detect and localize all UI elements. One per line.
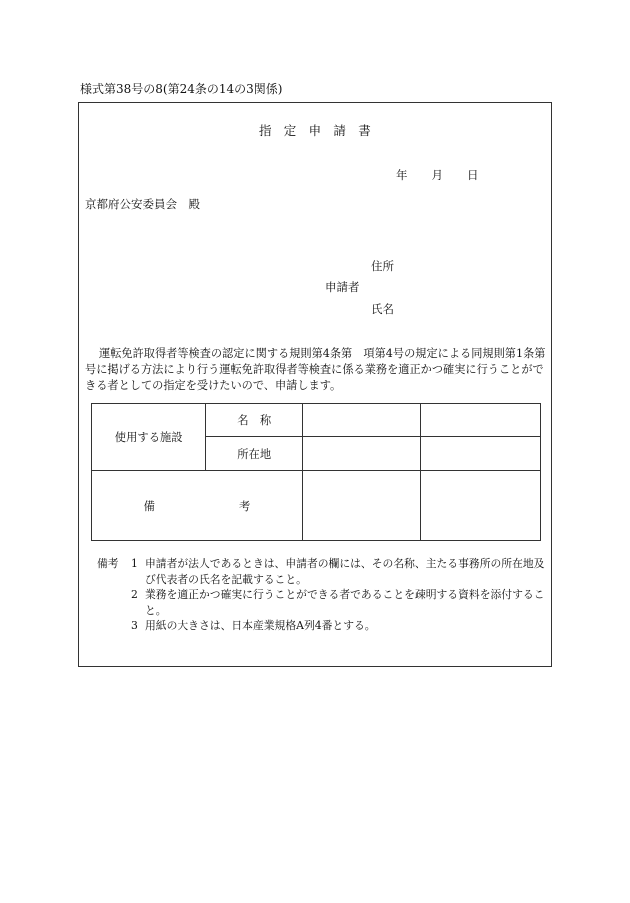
form-frame — [78, 102, 557, 667]
facility-location-field-1[interactable] — [302, 437, 420, 471]
remarks-label-right: 考 — [238, 499, 251, 513]
title-char: 定 — [283, 123, 297, 138]
facility-name-field-2[interactable] — [420, 404, 540, 437]
address-label: 住所 — [371, 259, 394, 273]
remarks-field-1[interactable] — [302, 471, 420, 541]
note-number: 1 — [131, 557, 138, 570]
note-text: 申請者が法人であるときは、申請者の欄には、その名称、主たる事務所の所在地及び代表者の氏名を記載すること。 — [145, 557, 545, 586]
date-line — [396, 167, 479, 183]
note-text: 用紙の大きさは、日本産業規格A列4番とする。 — [145, 619, 376, 632]
note-text: 業務を適正かつ確実に行うことができる者であることを疎明する資料を添付すること。 — [145, 588, 545, 617]
facility-group-label: 使用する施設 — [92, 404, 206, 471]
title-char: 書 — [358, 123, 372, 138]
facility-location-label: 所在地 — [206, 437, 303, 471]
facility-name-field-1[interactable] — [302, 404, 420, 437]
note-number: 3 — [131, 619, 138, 632]
facility-table — [91, 403, 541, 541]
title-char: 請 — [333, 123, 347, 138]
date-month: 月 — [431, 168, 443, 182]
notes-heading: 備考 — [97, 557, 119, 570]
note-item — [97, 618, 549, 634]
remarks-label — [92, 471, 303, 541]
date-year: 年 — [396, 168, 408, 182]
title-char: 指 — [258, 123, 272, 138]
form-number: 様式第38号の8(第24条の14の3関係) — [80, 82, 283, 96]
addressee: 京都府公安委員会 殿 — [85, 197, 200, 211]
applicant-label: 申請者 — [325, 280, 360, 294]
application-statement: 運転免許取得者等検査の認定に関する規則第4条第 項第4号の規定による同規則第1条第 号に掲げる方法により行う運転免許取得者等検査に係る業務を適正かつ確実に行うことができる者としての指定を受けたいので、申請します。 — [85, 347, 557, 392]
facility-name-label: 名 称 — [206, 404, 303, 437]
note-item — [97, 556, 549, 587]
facility-location-field-2[interactable] — [420, 437, 540, 471]
remarks-field-2[interactable] — [420, 471, 540, 541]
notes-section — [97, 556, 549, 634]
date-day: 日 — [467, 168, 479, 182]
name-label: 氏名 — [371, 302, 394, 316]
remarks-label-left: 備 — [143, 499, 155, 513]
title-char: 申 — [308, 123, 322, 138]
note-number: 2 — [131, 588, 138, 601]
form-title — [79, 121, 551, 139]
note-item — [97, 587, 549, 618]
